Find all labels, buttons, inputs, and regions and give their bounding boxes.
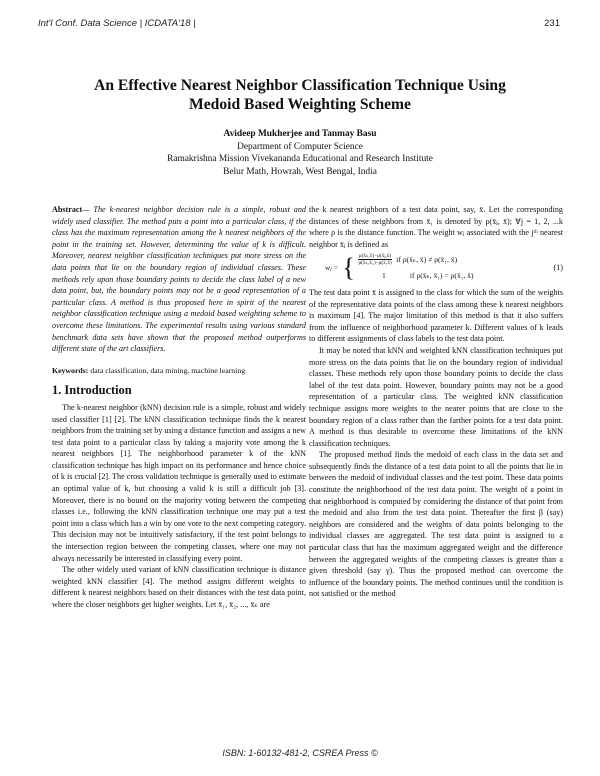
equation-1 [309, 253, 563, 282]
author-names: Avideep Mukherjee and Tanmay Basu [223, 129, 377, 139]
right-paragraph-3: It may be noted that kNN and weighted kNN classification techniques put more stress on the data points that lie on the boundary region of individual classes. These methods rely upon those boundary points to decide the class label of the test data point. However, boundary points may not be a good representation of a particular class. The weighted kNN classification technique assigns more weights to the nearer points that are close to the boundary region of a class rather than the farther points for a test data point. A method is thus desirable to overcome these limitations of the kNN classification techniques. [309, 345, 563, 448]
equation-condition-1: if ρ(x̄ₖ, x̄) ≠ ρ(x̄₁, x̄) [396, 255, 458, 265]
intro-paragraph-2: The other widely used variant of kNN classification technique is distance weighted kNN classifier [4]. The method assigns different weights to different k nearest neighbors based on their distances with the test data point, where the closer neighbors get higher weights. Let x̄₁, x̄₂, ..., x̄ₖ are [52, 565, 306, 609]
equation-case-1 [358, 253, 474, 266]
page-number: 231 [544, 18, 560, 29]
equation-condition-2: if ρ(x̄ₖ, x̄₁) = ρ(x̄₁, x̄) [409, 271, 474, 281]
running-header: Int'l Conf. Data Science | ICDATA'18 | [38, 18, 196, 29]
equation-lhs: wⱼ = [325, 262, 339, 272]
author-department: Department of Computer Science [237, 141, 363, 152]
equation-number: (1) [553, 262, 563, 272]
title-line-2: Medoid Based Weighting Scheme [189, 96, 411, 113]
title-line-1: An Effective Nearest Neighbor Classification Technique Using [94, 77, 506, 94]
right-paragraph-2: The test data point x̄ is assigned to the class for which the sum of the weights of the representative data points of the class among these k nearest neighbors is maximum [4]. The major limitation of this method is that it also suffers from the influence of neighborhood parameter k. Different values of k leads to different assignments of class labels to the test data point. [309, 287, 563, 344]
author-institute: Ramakrishna Mission Vivekananda Educational and Research Institute [167, 154, 433, 165]
right-paragraph-1: the k nearest neighbors of a test data point, say, x̄. Let the corresponding distances of these neighbors from x̄₁ is denoted by ρ(x̄ⱼ, x̄); ∀j = 1, 2, ...k where ρ is the distance function. The weight wⱼ associated with the jᵗʰ nearest neighbor x̄ⱼ is defined as [309, 205, 563, 249]
left-column [52, 204, 306, 611]
equation-fraction [358, 253, 392, 266]
keywords-label: Keywords: [52, 365, 89, 375]
keywords-text: data classification, data mining, machine learning [90, 365, 246, 375]
intro-paragraph-1: The k-nearest neighbor (kNN) decision rule is a simple, robust and widely used classifier [1] [2]. The kNN classification technique finds the k nearest neighbors from the training set by using a distance function and assigns a new test data point to a particular class by taking a majority vote among the k nearest neighbors [1]. The neighborhood parameter k of the kNN classification technique has high impact on its performance and hence choice of k is crucial [2]. The cross validation technique is generally used to estimate an optimal value of k, but choosing a valid k is still a difficult job [3]. Moreover, there is no bound on the majority voting between the competing classes i.e., following the kNN classification technique one may put a test point into a class which has a win by one vote to the next competing category. This decision may not be intuitively satisfactory, if the test point belongs to the intersection region between the competing classes, where one may not always necessarily be interested in classifying every point. [52, 402, 306, 563]
equation-cases [358, 253, 474, 282]
equation-denominator: ρ(x̄ₖ,x̄₁)−ρ(x̄,x̄) [358, 260, 392, 267]
author-block [40, 128, 560, 178]
equation-value-2: 1 [382, 271, 386, 281]
abstract-label: Abstract [52, 205, 83, 214]
equation-case-2 [358, 270, 474, 282]
paper-title [40, 76, 560, 114]
page-footer: ISBN: 1-60132-481-2, CSREA Press © [222, 748, 378, 758]
keywords [52, 365, 306, 377]
section-heading-introduction: 1. Introduction [52, 383, 132, 398]
right-column [309, 204, 563, 600]
equation-numerator: ρ(x̄ₖ,x̄)−ρ(x̄ⱼ,x̄) [358, 253, 392, 260]
right-paragraph-4: The proposed method finds the medoid of each class in the data set and subsequently finds the distance of a test data point to all the points that lie in between the medoid of individual classes and the test point. These data points constitute the neighborhood of the test data point. The weight of a point in that neighborhood is computed by considering the distance of that point from the medoid and also from the test data point. Thereafter the first β (say) neighbors are considered and the weights of data points belonging to the individual classes are aggregated. The test data point is assigned to a particular class that has the maximum aggregated weight and the difference between the aggregated weights of the competing classes is greater than a given threshold (say γ). Thus the proposed method can overcome the influence of the boundary points. The method continues until the condition is not satisfied or the method [309, 450, 563, 599]
author-address: Belur Math, Howrah, West Bengal, India [223, 166, 377, 177]
abstract-text: — The k-nearest neighbor decision rule is a simple, robust and widely used classifier. The method puts a point into a particular class, if the class has the maximum representation among the k nearest neighbors of the point in the training set. However, determining the value of k is difficult. Moreover, nearest neighbor classification techniques put more stress on the data points that lie on the boundary region of individual classes. These methods rely upon those boundary points to decide the class label of a new data point, but, the boundary points may not be a good representation of a particular class. A method is thus proposed here in spirit of the nearest neighbor classification technique using a medoid based weighting scheme to overcome these limitations. The experimental results using various standard benchmark data sets have shown that the proposed method outperforms different state of the art classifiers. [52, 205, 306, 354]
equation-brace: { [342, 252, 355, 282]
abstract [52, 204, 306, 355]
